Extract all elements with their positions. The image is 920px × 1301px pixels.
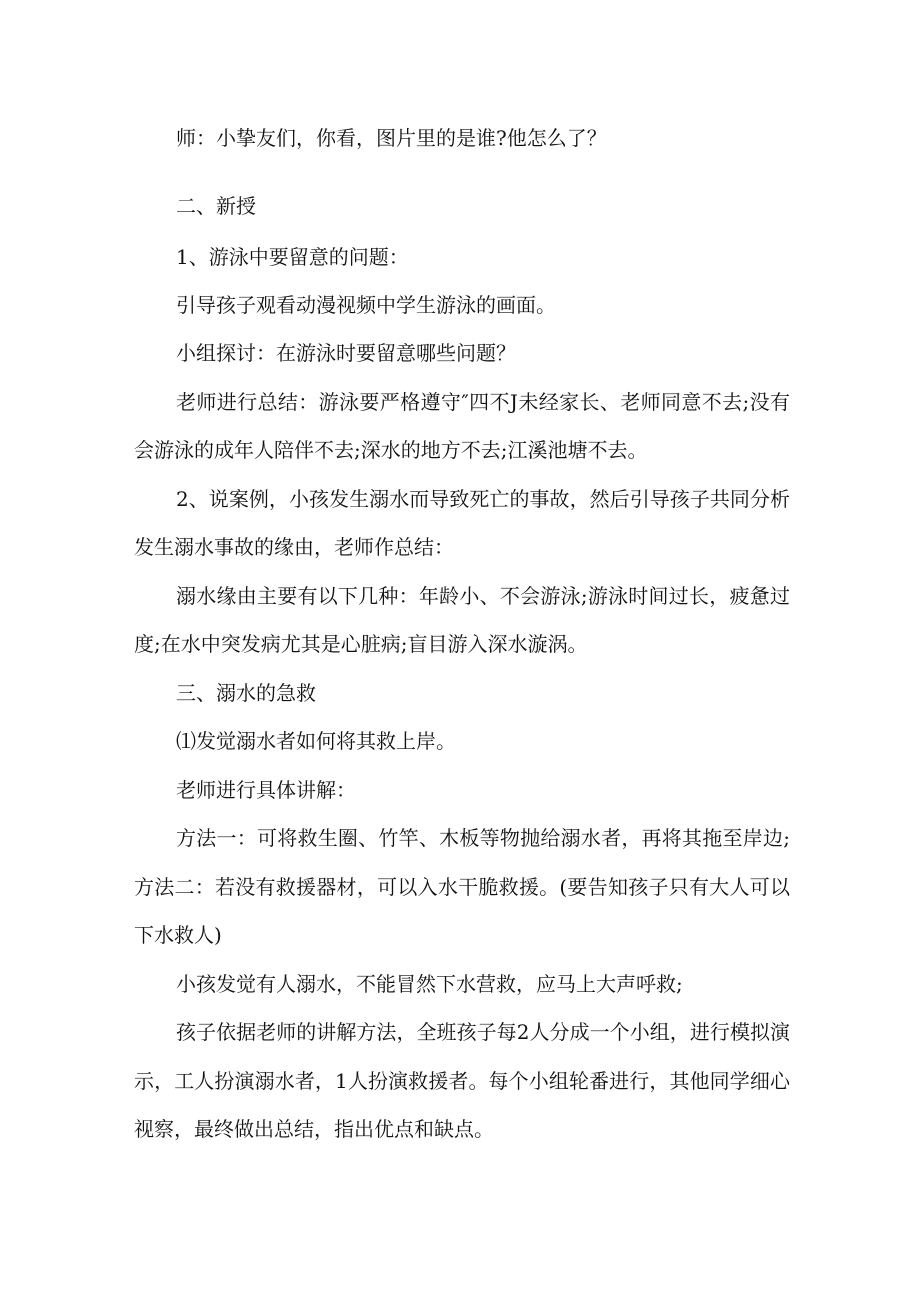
paragraph-line: 小组探讨：在游泳时要留意哪些问题？: [176, 341, 516, 365]
paragraph-line: 视察，最终做出总结，指出优点和缺点。: [134, 1117, 494, 1141]
paragraph-line: 老师进行总结：游泳要严格遵守″四不J未经家长、老师同意不去;没有: [176, 390, 790, 414]
paragraph-line: 会游泳的成年人陪伴不去;深水的地方不去;江溪池塘不去。: [134, 438, 648, 462]
paragraph-line: 下水救人): [134, 923, 222, 947]
paragraph-line: 方法二：若没有救援器材，可以入水干脆救援。(要告知孩子只有大人可以: [134, 875, 790, 899]
paragraph-line: 小孩发觉有人溺水，不能冒然下水营救，应马上大声呼救;: [176, 972, 683, 996]
paragraph-line: 孩子依据老师的讲解方法，全班孩子每2人分成一个小组，进行模拟演: [176, 1020, 790, 1044]
paragraph-line: 示，工人扮演溺水者，1人扮演救援者。每个小组轮番进行，其他同学细心: [134, 1069, 790, 1093]
paragraph-line: 发生溺水事故的缘由，老师作总结：: [134, 535, 454, 559]
section-heading-new-lesson: 二、新授: [176, 194, 256, 218]
dialogue-line: 师：小挚友们，你看，图片里的是谁?他怎么了？: [176, 126, 607, 150]
paragraph-line: 2、说案例，小孩发生溺水而导致死亡的事故，然后引导孩子共同分析: [176, 487, 790, 511]
section-heading-first-aid: 三、溺水的急救: [176, 681, 316, 705]
paragraph-line: 溺水缘由主要有以下几种：年龄小、不会游泳;游泳时间过长，疲惫过: [176, 584, 790, 608]
paragraph-line: 引导孩子观看动漫视频中学生游泳的画面。: [176, 293, 556, 317]
paragraph-line: 老师进行具体讲解：: [176, 778, 356, 802]
subheading-swimming-issues: 1、游泳中要留意的问题：: [176, 245, 409, 269]
paragraph-line: ⑴发觉溺水者如何将其救上岸。: [176, 729, 456, 753]
paragraph-line: 度;在水中突发病尤其是心脏病;盲目游入深水漩涡。: [134, 632, 588, 656]
paragraph-line: 方法一：可将救生圈、竹竿、木板等物抛给溺水者，再将其拖至岸边;: [176, 826, 790, 850]
